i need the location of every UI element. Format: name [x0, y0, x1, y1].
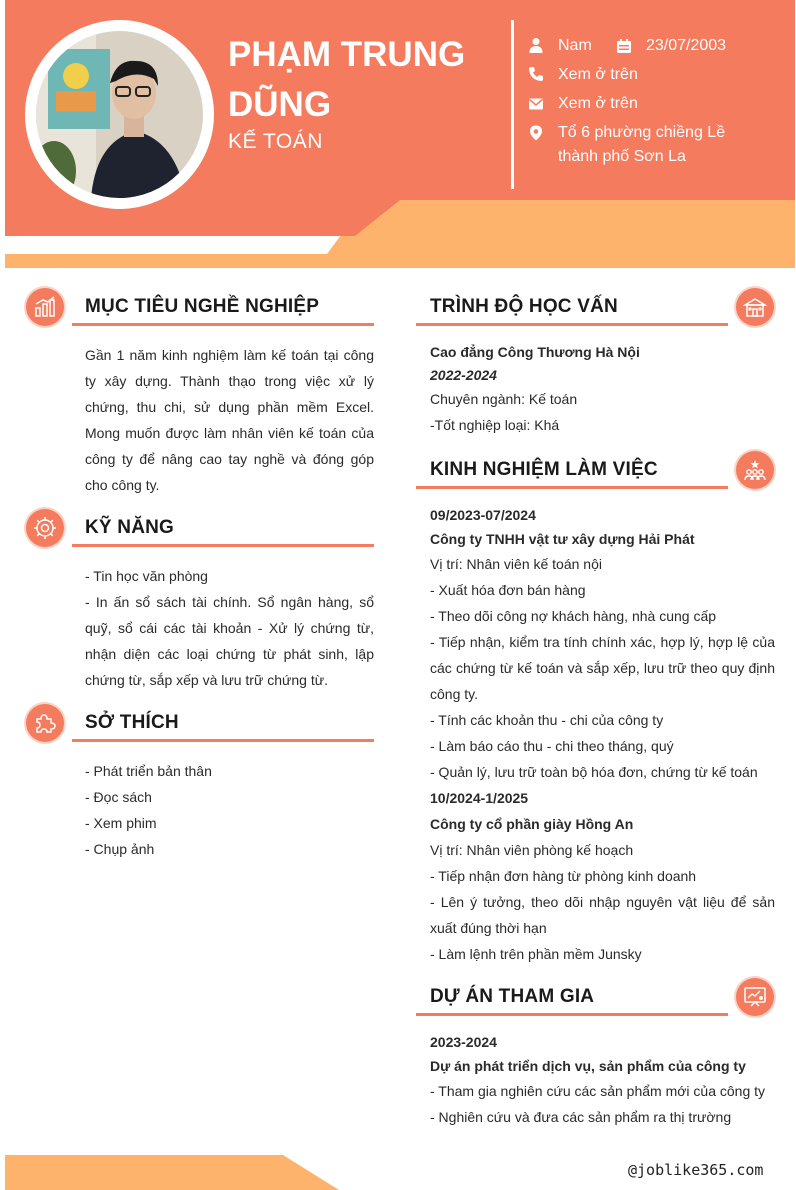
education-grade: -Tốt nghiệp loại: Khá	[430, 417, 560, 433]
school-icon	[736, 288, 774, 326]
skills-underline	[72, 544, 374, 547]
candidate-name: PHẠM TRUNG DŨNG	[228, 35, 466, 124]
list-item: - In ấn sổ sách tài chính. Sổ ngân hàng, sổ quỹ, sổ cái các tài khoản - Xử lý chứng từ, nhận diện các loại chứng từ phát sinh, lập chứng từ, sắp xếp và lưu trữ chứng từ.	[85, 594, 374, 688]
list-item: - Tin học văn phòng	[85, 568, 208, 584]
list-item: - Xem phim	[85, 815, 157, 831]
job-period: 10/2024-1/2025	[430, 790, 529, 806]
footer-handle: @joblike365.com	[628, 1161, 764, 1179]
job-title: KẾ TOÁN	[228, 130, 323, 153]
list-item: - Nghiên cứu và đưa các sản phẩm ra thị trường	[430, 1109, 732, 1125]
calendar-icon	[616, 38, 632, 54]
email-icon	[528, 96, 544, 112]
phone-icon	[528, 66, 544, 82]
objective-title: MỤC TIÊU NGHỀ NGHIỆP	[85, 296, 320, 317]
list-item: - Làm báo cáo thu - chi theo tháng, quý	[430, 738, 674, 754]
list-item: - Tiếp nhận đơn hàng từ phòng kinh doanh	[430, 868, 697, 884]
projects-title: DỰ ÁN THAM GIA	[430, 986, 595, 1007]
experience-body	[430, 503, 775, 967]
list-item: - Phát triển bản thân	[85, 763, 212, 779]
phone-value: Xem ở trên	[558, 66, 638, 83]
list-item: - Làm lệnh trên phần mềm Junsky	[430, 946, 642, 962]
team-icon	[736, 451, 774, 489]
header-divider	[511, 20, 514, 189]
skills-title: KỸ NĂNG	[85, 517, 175, 538]
list-item: - Đọc sách	[85, 789, 152, 805]
list-item: - Theo dõi công nợ khách hàng, nhà cung cấp	[430, 608, 717, 624]
gender-value: Nam	[558, 37, 592, 54]
education-major: Chuyên ngành: Kế toán	[430, 391, 578, 407]
list-item: - Tiếp nhận, kiểm tra tính chính xác, hợp lý, hợp lệ của các chứng từ kế toán và sắp xếp, lưu trữ theo quy định công ty.	[430, 634, 775, 702]
experience-title: KINH NGHIỆM LÀM VIỆC	[430, 459, 658, 480]
project-board-icon	[736, 978, 774, 1016]
birthdate-value: 23/07/2003	[646, 37, 727, 54]
experience-underline	[416, 486, 728, 489]
avatar	[36, 31, 203, 198]
education-school: Cao đẳng Công Thương Hà Nội	[430, 344, 640, 360]
project-period: 2023-2024	[430, 1034, 497, 1050]
hobbies-title: SỞ THÍCH	[85, 712, 179, 733]
job-position: Vị trí: Nhân viên phòng kế hoạch	[430, 842, 634, 858]
list-item: - Tham gia nghiên cứu các sản phẩm mới của công ty	[430, 1083, 766, 1099]
job-company: Công ty cổ phần giày Hồng An	[430, 816, 634, 832]
list-item: - Lên ý tưởng, theo dõi nhập nguyên vật liệu để sản xuất đúng thời hạn	[430, 894, 775, 936]
hobbies-list	[85, 758, 374, 862]
education-title: TRÌNH ĐỘ HỌC VẤN	[430, 296, 618, 317]
location-icon	[528, 125, 544, 141]
email-value: Xem ở trên	[558, 95, 638, 112]
list-item: - Tính các khoản thu - chi của công ty	[430, 712, 664, 728]
gear-icon	[26, 509, 64, 547]
list-item: - Xuất hóa đơn bán hàng	[430, 582, 586, 598]
education-underline	[416, 323, 728, 326]
projects-underline	[416, 1013, 728, 1016]
footer-decoration	[5, 1152, 345, 1190]
education-period: 2022-2024	[430, 367, 497, 383]
objective-underline	[72, 323, 374, 326]
person-icon	[528, 37, 544, 53]
job-period: 09/2023-07/2024	[430, 507, 536, 523]
projects-body	[430, 1030, 775, 1130]
skills-list	[85, 563, 374, 693]
objective-text: Gần 1 năm kinh nghiệm làm kế toán tại công ty xây dựng. Thành thạo trong việc xử lý chứng, thu chi, sử dụng phần mềm Excel. Mong muốn được làm nhân viên kế toán của công ty để nâng cao tay nghề và đóng góp cho công ty.	[85, 347, 374, 493]
job-position: Vị trí: Nhân viên kế toán nội	[430, 556, 602, 572]
job-company: Công ty TNHH vật tư xây dựng Hải Phát	[430, 531, 695, 547]
education-body	[430, 340, 775, 438]
list-item: - Quản lý, lưu trữ toàn bộ hóa đơn, chứng từ kế toán	[430, 764, 758, 780]
chart-icon	[26, 288, 64, 326]
puzzle-icon	[26, 704, 64, 742]
list-item: - Chụp ảnh	[85, 841, 155, 857]
project-name: Dự án phát triển dịch vụ, sản phẩm của công ty	[430, 1058, 746, 1074]
hobbies-underline	[72, 739, 374, 742]
address-value: Tổ 6 phường chiềng Lề thành phố Sơn La	[558, 124, 726, 165]
